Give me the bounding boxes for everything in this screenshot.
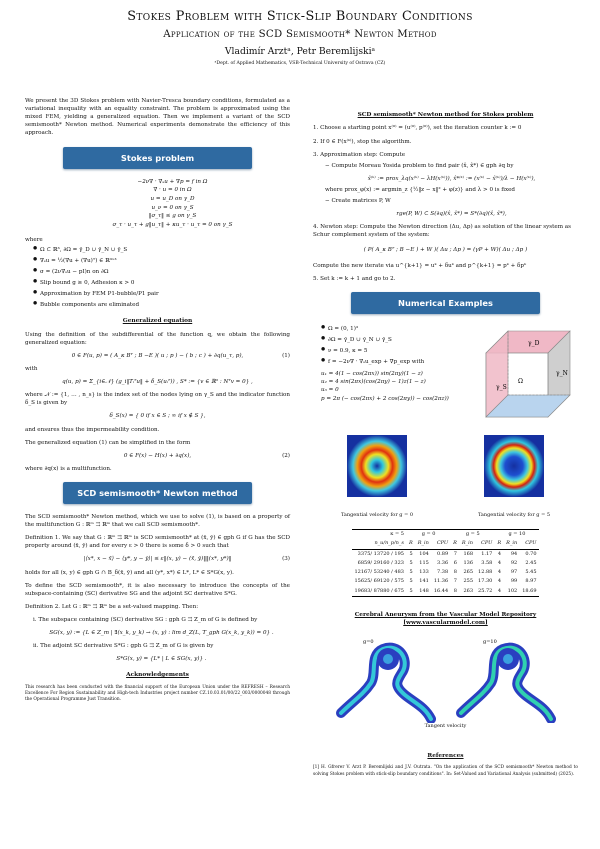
aneurysm-g0 xyxy=(333,633,438,723)
definition-2-i: i. The subspace containing (SC) derivative SG : gph G ⇉ Z_m of G is defined by xyxy=(33,616,258,623)
table-cell: 5 xyxy=(409,578,413,585)
bullet-item: ● ∇ₛu = ½(∇u + (∇u)ᵀ) ∈ ℝ³ˣ³ xyxy=(33,257,290,265)
table-header: g = 0 xyxy=(421,531,436,538)
table-cell: 94 xyxy=(510,550,518,557)
equation-1-body: 0 ∈ F(u, p) = ( A_κ Bᵀ ; B −E )( u ; p ) − ( b ; c ) + ∂q(u_τ, p), xyxy=(71,352,244,359)
table-cell: 3.58 xyxy=(481,559,493,566)
stokes-eq: u_ν = 0 on γ_S xyxy=(151,204,194,211)
table-cell: 19683/ 87880 / 675 xyxy=(354,587,404,594)
bullet-item: ● Ω ⊂ ℝ³, ∂Ω = γ̄_D ∪ γ̄_N ∪ γ̄_S xyxy=(33,246,290,254)
table-cell: 97 xyxy=(510,569,518,576)
table-cell: 2.45 xyxy=(525,559,537,566)
scd-banner: SCD semismooth* Newton method xyxy=(63,482,252,504)
def-text: To define the SCD semismooth*, it is also necessary to introduce the concepts of the subspace-containing (SC) derivative SG and the adjoint SC derivative S*G. xyxy=(25,582,290,597)
table-header: R_in xyxy=(506,540,518,547)
bullet-item: ● Ω = (0, 1)³ xyxy=(321,325,473,333)
numerical-examples-banner: Numerical Examples xyxy=(351,292,540,314)
table-header-row xyxy=(352,530,539,540)
stokes-eq: σ_τ · u_τ + g‖u_τ‖ + κu_τ · u_τ = 0 on γ_S xyxy=(112,221,233,228)
stokes-eq: u = u_D on γ_D xyxy=(150,195,195,202)
authors: Vladimír Arztᵃ, Petr Beremlijskiᵃ xyxy=(224,46,376,57)
table-cell: 11.36 xyxy=(433,578,449,585)
stokes-eq: ‖σ_τ‖ ≤ g on γ_S xyxy=(148,213,197,220)
label-gamma-n: γ_N xyxy=(556,369,568,377)
definition-2-ii: ii. The adjoint SC derivative S*G : gph G ⇉ Z_m of G is given by xyxy=(33,643,214,650)
velocity-fig-g5 xyxy=(450,429,578,519)
table-cell: 115 xyxy=(419,559,429,566)
stokes-bullets xyxy=(33,246,290,310)
table-row xyxy=(352,568,539,577)
right-column xyxy=(313,97,578,783)
exact-u3: u₃ = 0 xyxy=(321,387,339,394)
table-header: CPU xyxy=(481,540,493,547)
heatmap-g0 xyxy=(313,429,441,509)
fig-caption-g0: Tangential velocity for g = 0 xyxy=(340,511,414,518)
aneurysm-sac-core xyxy=(503,654,513,664)
table-cell: 5 xyxy=(409,559,413,566)
rge-eq: rge(P, W) ⊂ S(∂q)(x̂, x̂*) = S*(∂q)(x̂, x̂*), xyxy=(396,211,507,218)
label-gamma-d: γ_D xyxy=(528,339,540,347)
generalized-equation-heading: Generalized equation xyxy=(122,318,193,325)
table-header: R xyxy=(453,540,457,547)
exact-u2: u₂ = 4 sin(2πx)(cos(2πy) − 1)z(1 − z) xyxy=(321,379,426,386)
bullet-item: ● Bubble components are eliminated xyxy=(33,301,290,309)
equation-1-number: (1) xyxy=(282,352,290,359)
step-3-label: 3. Approximation step: Compute xyxy=(313,151,406,158)
table-header: n_u/n_p/n_s xyxy=(374,540,404,547)
equation-1 xyxy=(25,352,290,360)
table-header: R_in xyxy=(417,540,429,547)
exact-p: p = 2π (− cos(2πx) + 2 cos(2πy)) − cos(2πz)) xyxy=(321,395,449,402)
bullet-item: ● σ = (2ν∇ₛu − pI)n on ∂Ω xyxy=(33,268,290,276)
step-3-substeps xyxy=(325,162,578,219)
left-column xyxy=(25,97,290,708)
table-cell: 4 xyxy=(497,569,502,576)
prox-definition: where prox_φ(x) := argmin_z {½‖z − x‖² + φ(z)} and λ > 0 is fixed xyxy=(325,186,516,193)
table-cell: 18.69 xyxy=(522,587,537,594)
adjoint-sc-eq: S*G(x, y) = {L* | L ∈ SG(x, y)} . xyxy=(116,656,207,663)
numerical-setup xyxy=(313,323,578,423)
table-row xyxy=(352,559,539,568)
table-cell: 265 xyxy=(463,569,474,576)
stokes-eq: ∇ · u = 0 in Ω xyxy=(153,187,192,194)
acknowledgements-heading: Acknowledgements xyxy=(126,672,189,679)
fig-caption-g5: Tangential velocity for g = 5 xyxy=(477,511,551,518)
table-header: κ = 5 xyxy=(390,531,404,538)
table-cell: 8 xyxy=(453,569,457,576)
scd-text: The SCD semismooth* Newton method, which we use to solve (1), is based on a property of the multifunction G : ℝᵐ ⇉ ℝᵐ that we call SCD semismooth*. xyxy=(25,513,290,529)
results-table xyxy=(352,529,539,597)
equation-3-body: |⟨x*, x − x̄⟩ − ⟨y*, y − ȳ⟩| ≤ ε‖(x, y) − (x̄, ȳ)‖‖(x*, y*)‖ xyxy=(83,556,232,563)
table-cell: 99 xyxy=(510,578,518,585)
table-cell: 4 xyxy=(497,578,502,585)
table-subheader-row xyxy=(352,539,539,549)
poster-title: Stokes Problem with Stick-Slip Boundary Conditions xyxy=(127,9,473,24)
table-cell: 12167/ 53240 / 483 xyxy=(354,569,404,576)
table-cell: 4 xyxy=(497,550,502,557)
equation-2-number: (2) xyxy=(282,452,290,459)
table-cell: 141 xyxy=(419,578,429,585)
table-body xyxy=(352,549,539,596)
algorithm-steps xyxy=(313,124,578,282)
bullet-item: ● ν = 0.9, κ = 5 xyxy=(321,347,473,355)
table-header: CPU xyxy=(525,540,537,547)
equation-3-number: (3) xyxy=(282,556,290,563)
ge-text: Using the definition of the subdifferential of the function q, we obtain the following generalized equation: xyxy=(25,331,290,346)
table-cell: 255 xyxy=(463,578,474,585)
aneurysm-figures xyxy=(313,633,578,723)
with-label: with xyxy=(25,365,38,372)
definition-1-end: holds for all (x, y) ∈ gph G ∩ B_δ(x̄, ȳ) and all (y*, x*) ∈ L*, L* ∈ S*G(x, y). xyxy=(25,569,234,576)
table-row xyxy=(352,577,539,586)
table-row xyxy=(352,549,539,559)
stokes-eq: −2ν∇ · ∇ₛu + ∇p = f in Ω xyxy=(137,178,208,185)
sc-derivative-eq: SG(x, y) := {L ∈ Z_m | ∃(x_k, y_k) → (x, y) : lim d_Z(L, T_gph G(x_k, y_k)) = 0} . xyxy=(49,630,274,637)
domain-cube-diagram xyxy=(478,323,578,423)
step-3-b: − Create matrices P, W xyxy=(325,198,391,205)
velocity-fig-g0 xyxy=(313,429,441,519)
table-cell: 17.30 xyxy=(478,578,493,585)
table-cell: 0.89 xyxy=(437,550,449,557)
poster-subtitle: Application of the SCD Semismooth* Newton Method xyxy=(163,29,437,40)
table-cell: 7 xyxy=(453,550,457,557)
aneurysm-heading: Cerebral Aneurysm from the Vascular Model Repository [www.vascularmodel.com] xyxy=(354,611,537,627)
table-cell: 168 xyxy=(463,550,474,557)
table-cell: 12.88 xyxy=(478,569,493,576)
stokes-problem-banner: Stokes problem xyxy=(63,147,252,169)
table-header: R_in xyxy=(461,540,474,547)
reference-1: [1] H. Gfrerer V. Arzt P. Beremlijski and J.V. Outrata. "On the application of the SCD semismooth* Newton method to solving Stokes problem with stick-slip boundary conditions". In: Set-Valued and Variational Analysis (submitted) (2025). xyxy=(313,765,578,777)
ge-text2: where 𝒩 := {1, … , n_s} is the index set of the nodes lying on γ_S and the indicator function δ_S is given by xyxy=(25,392,290,407)
where-label: where xyxy=(25,236,43,243)
table-cell: 263 xyxy=(463,587,474,594)
bullet-item: ● ∂Ω = γ̄_D ∪ γ̄_N ∪ γ̄_S xyxy=(321,336,473,344)
table-cell: 16.44 xyxy=(433,587,449,594)
numerical-bullets xyxy=(321,325,473,366)
step-2: 2. If 0 ∈ F(x⁽ᵏ⁾), stop the algorithm. xyxy=(313,138,412,145)
schur-system-eq: ( P( A_κ Bᵀ ; B −E ) + W )( Δu ; Δp ) = (γP + W)( Δu ; Δp ) xyxy=(363,247,528,254)
equation-2-body: 0 ∈ F(x) − H(x) + ∂q(x), xyxy=(123,452,192,459)
table-cell: 102 xyxy=(507,587,518,594)
stokes-equations xyxy=(55,178,290,230)
equation-2 xyxy=(25,452,290,460)
table-cell: 148 xyxy=(419,587,429,594)
table-cell: 0.70 xyxy=(525,550,537,557)
table-cell: 4 xyxy=(497,587,502,594)
bullet-item: ● f = −2ν∇ · ∇ₛu_exp + ∇p_exp with xyxy=(321,358,473,366)
heatmap-g5 xyxy=(450,429,578,509)
table-cell: 5 xyxy=(409,569,413,576)
step-3 xyxy=(313,151,578,219)
bullet-item: ● Approximation by FEM P1-bubble/P1 pair xyxy=(33,290,290,298)
table-cell: 8 xyxy=(453,587,457,594)
table-row xyxy=(352,587,539,597)
poster-header xyxy=(0,0,600,82)
table-cell: 15625/ 69120 / 575 xyxy=(354,578,404,585)
moreau-yosida-eq: x̂⁽ᵏ⁾ := prox_λq(x⁽ᵏ⁾ − λH(x⁽ᵏ⁾)), x̂*⁽ᵏ⁾ := (x⁽ᵏ⁾ − x̂⁽ᵏ⁾)/λ − H(x⁽ᵏ⁾), xyxy=(367,175,536,182)
table-header: g = 5 xyxy=(465,531,480,538)
equation-indicator: δ_S(x) = { 0 if x ∈ S ; ∞ if x ∉ S }, xyxy=(109,413,206,420)
table-cell: 136 xyxy=(463,559,474,566)
table-header: R xyxy=(408,540,413,547)
table-cell: 25.72 xyxy=(478,587,493,594)
aneurysm-label-g10: g=10 xyxy=(483,638,497,645)
numerical-text xyxy=(313,323,473,423)
table-cell: 5 xyxy=(409,550,413,557)
definition-2: Definition 2. Let G : ℝᵐ ⇉ ℝᵐ be a set-valued mapping. Then: xyxy=(25,603,199,610)
table-cell: 5 xyxy=(409,587,413,594)
exact-u1: u₁ = 4(1 − cos(2πx)) sin(2πy)(1 − z) xyxy=(321,371,423,378)
table-header: R xyxy=(497,540,502,547)
definition-2-items xyxy=(33,616,290,663)
step-4-text: 4. Newton step: Compute the Newton direction (Δu, Δp) as solution of the linear system as Schur complement system of the system: xyxy=(313,224,571,239)
equation-q: q(u, p) = Σ_{i∈𝒩} (g_i‖Tᵢᵀu‖ + δ_S(uᵢᵀ)) , S* := {v ∈ ℝ³ : Nᵀv = 0} , xyxy=(62,379,253,386)
step-4-end: Compute the new iterate via u^{k+1} = uᵏ + δuᵏ and p^{k+1} = pᵏ + δpᵏ xyxy=(313,262,527,269)
table-cell: 104 xyxy=(419,550,429,557)
table-cell: 8.97 xyxy=(525,578,537,585)
step-5: 5. Set k := k + 1 and go to 2. xyxy=(313,275,396,282)
acknowledgements: This research has been conducted with the financial support of the European Union under the REFRESH – Research Excellence For Region Sustainability and High-tech Industries project number CZ.10.03.01/00/22_003/0000048 through the Operational Programme Just Transition. xyxy=(25,684,290,703)
table-header: CPU xyxy=(436,540,449,547)
bullet-item: ● Slip bound g ≥ 0, Adhesion κ > 0 xyxy=(33,279,290,287)
label-omega: Ω xyxy=(518,377,523,385)
table-cell: 3375/ 13720 / 195 xyxy=(357,550,404,557)
table-header: g = 10 xyxy=(508,531,526,538)
table-cell: 3.36 xyxy=(437,559,449,566)
table-cell: 92 xyxy=(510,559,518,566)
exact-solution xyxy=(321,370,473,402)
velocity-figures xyxy=(313,429,578,519)
equation-3 xyxy=(25,555,290,563)
ge-text3: and ensures thus the impermeability condition. xyxy=(25,426,160,433)
abstract: We present the 3D Stokes problem with Navier-Tresca boundary conditions, formulated as a variational inequality with an equality constraint. The problem is approximated using the mixed FEM, yielding a generalized equation. Then we implement a variant of the SCD semismooth* Newton method. Numerical experiments demonstrate the efficiency of this approach. xyxy=(25,98,290,137)
references-heading: References xyxy=(427,752,464,759)
step-3-a: − Compute Moreau Yosida problem to find pair (x̂, x̂*) ∈ gph ∂q by xyxy=(325,162,514,169)
table-cell: 1.17 xyxy=(481,550,493,557)
aneurysm-sac-core xyxy=(383,654,393,664)
newton-heading: SCD semismooth* Newton method for Stokes problem xyxy=(357,112,534,118)
table-cell: 6859/ 29160 / 323 xyxy=(357,559,404,566)
affiliation: ᵃDept. of Applied Mathematics, VSB-Technical University of Ostrava (CZ) xyxy=(214,61,386,66)
table-cell: 7 xyxy=(453,578,457,585)
aneurysm-label-g0: g=0 xyxy=(363,638,374,645)
table-cell: 6 xyxy=(453,559,457,566)
aneurysm-g10 xyxy=(453,633,558,723)
table-cell: 5.45 xyxy=(525,569,537,576)
definition-1: Definition 1. We say that G : ℝᵐ ⇉ ℝᵐ is SCD semismooth* at (x̄, ȳ) ∈ gph G if G has the SCD property around (x̄, ȳ) and for every ε > 0 there is some δ > 0 such that xyxy=(25,535,290,550)
ge-text4: The generalized equation (1) can be simplified in the form xyxy=(25,439,191,446)
table-cell: 133 xyxy=(419,569,429,576)
table-cell: 4 xyxy=(497,559,502,566)
label-gamma-s: γ_S xyxy=(496,383,507,391)
step-1: 1. Choose a starting point x⁽⁰⁾ = (u⁽⁰⁾, p⁽⁰⁾), set the iteration counter k := 0 xyxy=(313,125,522,132)
table-cell: 7.38 xyxy=(437,569,449,576)
ge-text5: where ∂q(x) is a multifunction. xyxy=(25,465,112,472)
aneurysm-caption: Tangent velocity xyxy=(424,722,467,729)
step-4 xyxy=(313,223,578,269)
